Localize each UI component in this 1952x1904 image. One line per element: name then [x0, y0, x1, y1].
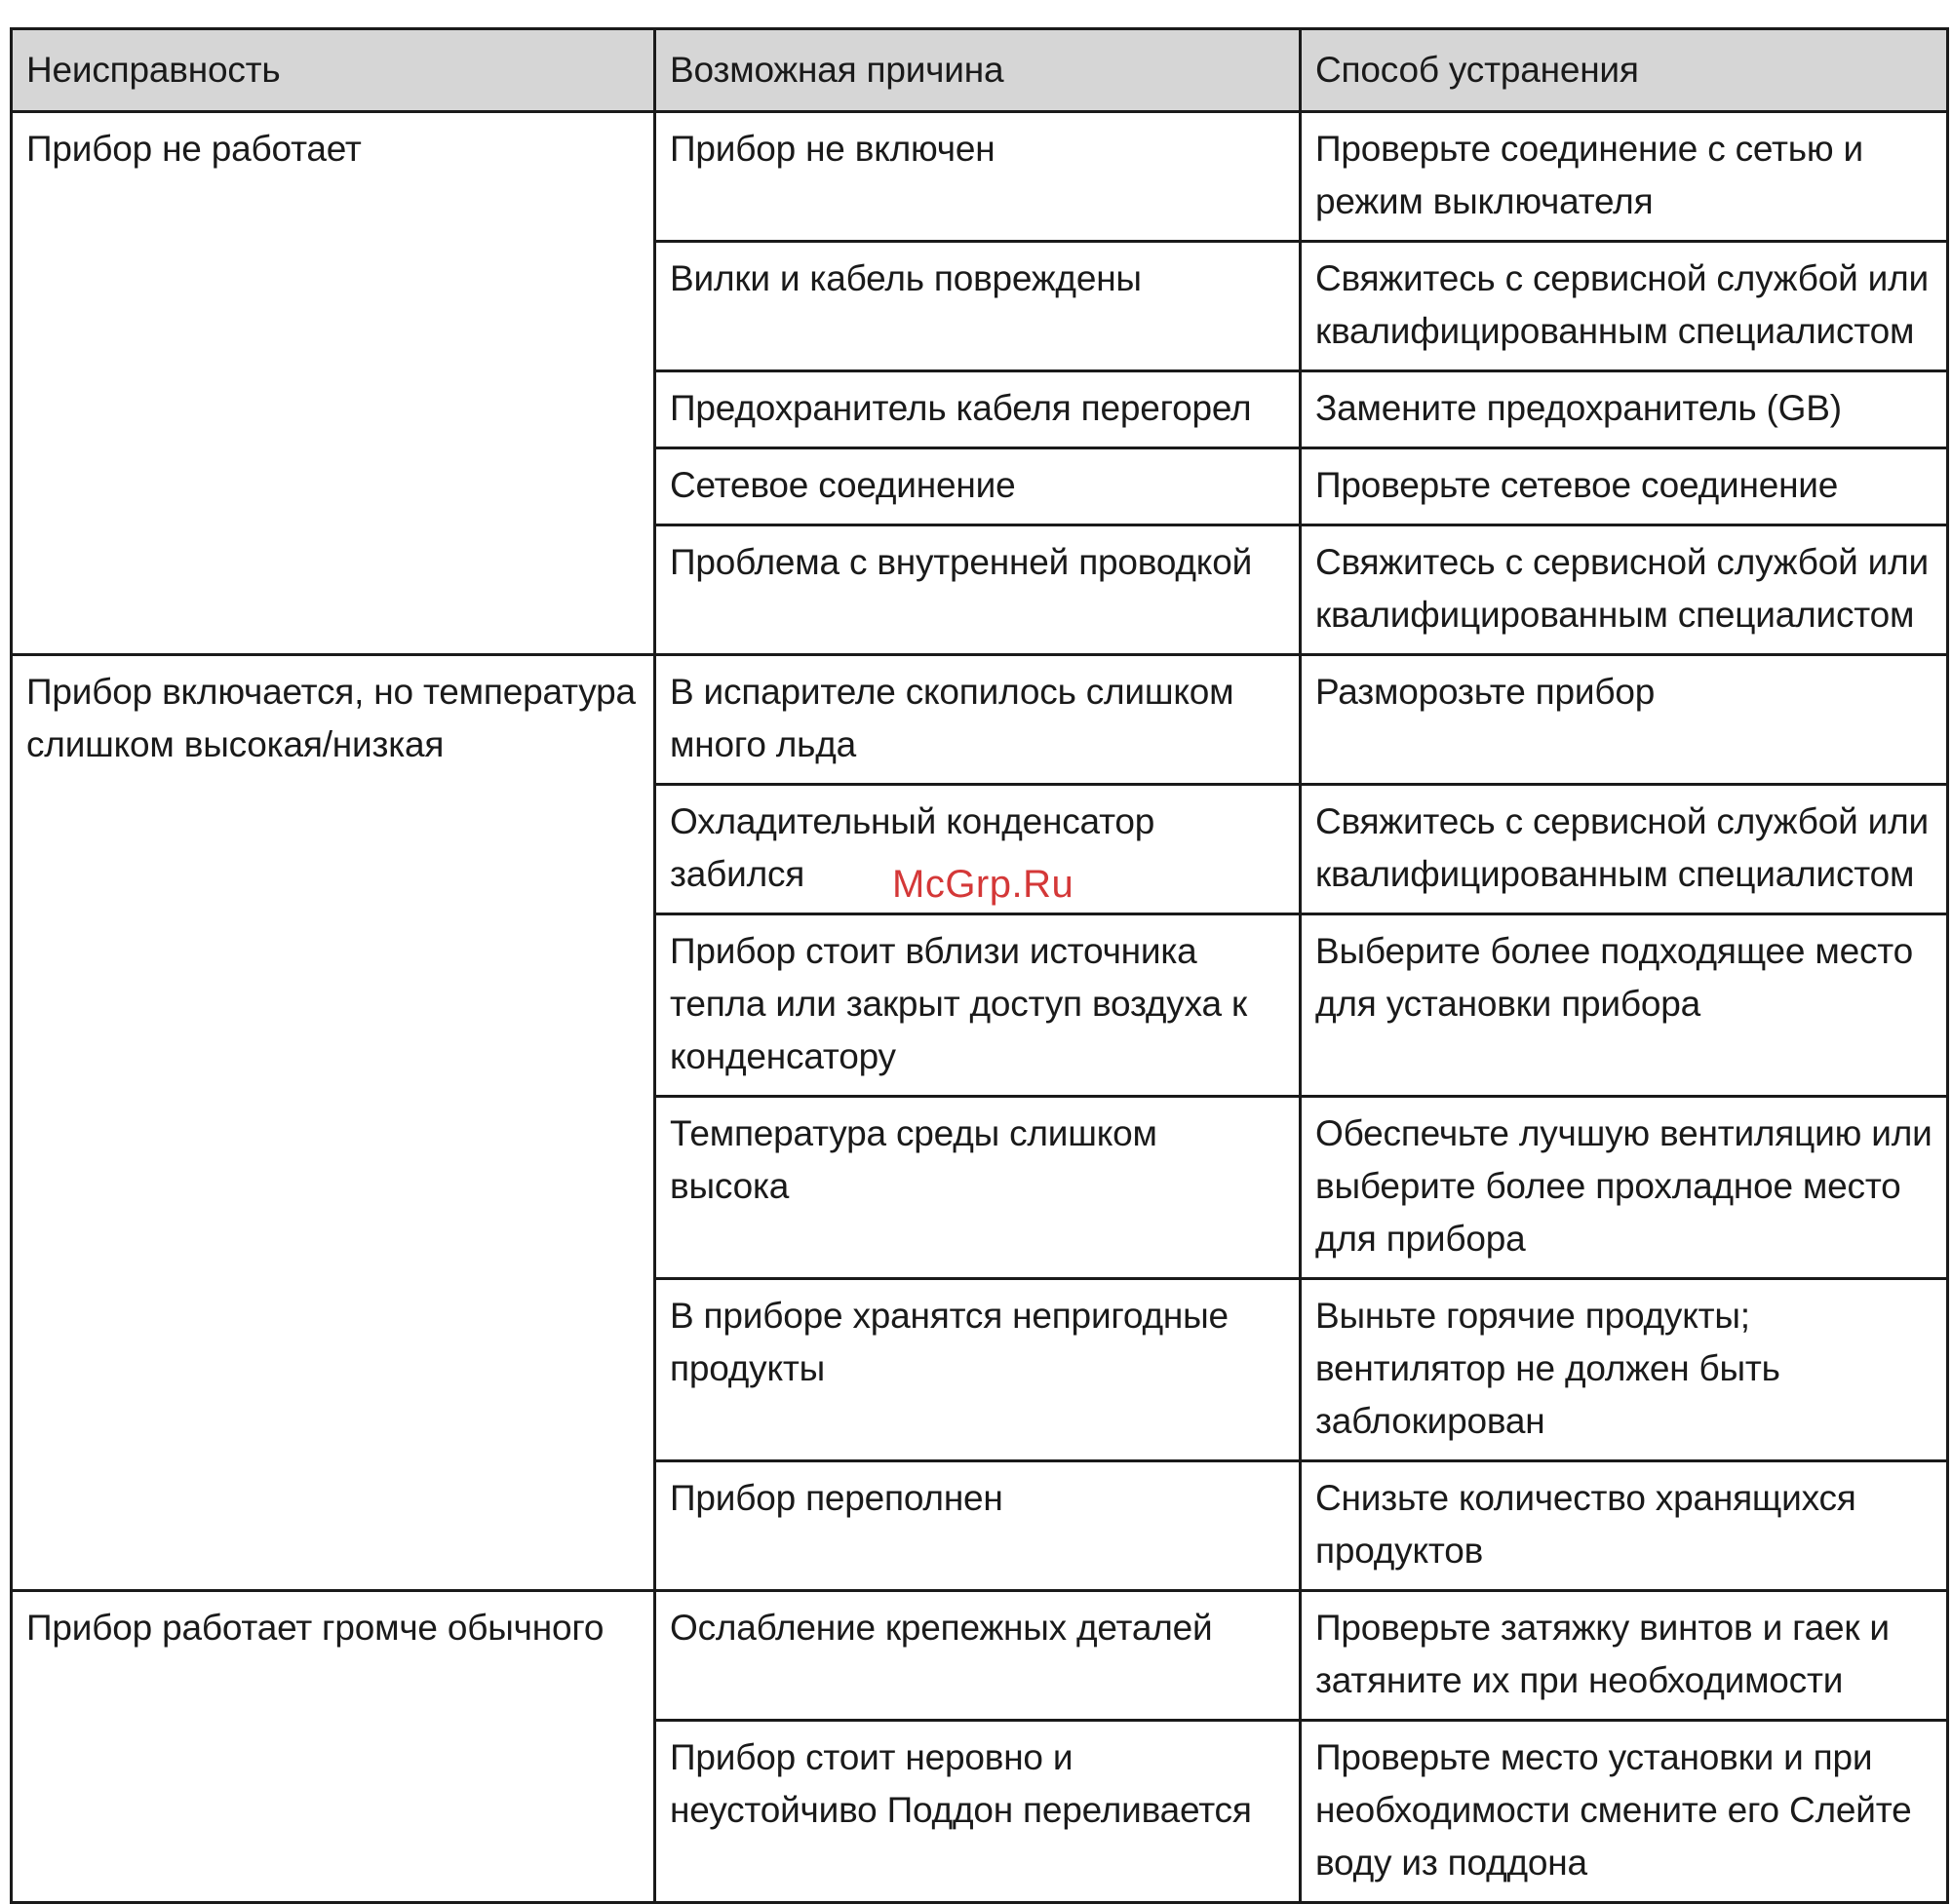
table-row — [12, 655, 1948, 785]
column-header-remedy: Способ устранения — [1301, 29, 1948, 112]
problem-cell: Прибор не работает — [12, 112, 655, 655]
cause-cell: Ослабление крепежных деталей — [655, 1591, 1301, 1721]
cause-cell: Охладительный конденсатор забился — [655, 785, 1301, 914]
table-row — [12, 1591, 1948, 1721]
remedy-cell: Свяжитесь с сервисной службой или квалифицированным специалистом — [1301, 525, 1948, 655]
cause-cell: В приборе хранятся непригодные продукты — [655, 1279, 1301, 1461]
watermark-text: McGrp.Ru — [892, 863, 1074, 906]
remedy-cell: Разморозьте прибор — [1301, 655, 1948, 785]
problem-cell: Прибор работает громче обычного — [12, 1591, 655, 1903]
cause-cell: Прибор не включен — [655, 112, 1301, 242]
cause-cell: Сетевое соединение — [655, 448, 1301, 525]
column-header-cause: Возможная причина — [655, 29, 1301, 112]
troubleshooting-table — [10, 27, 1949, 1904]
remedy-cell: Свяжитесь с сервисной службой или квалифицированным специалистом — [1301, 785, 1948, 914]
remedy-cell: Проверьте затяжку винтов и гаек и затяните их при необходимости — [1301, 1591, 1948, 1721]
remedy-cell: Свяжитесь с сервисной службой или квалифицированным специалистом — [1301, 242, 1948, 371]
cause-cell: Температура среды слишком высока — [655, 1097, 1301, 1279]
remedy-cell: Проверьте место установки и при необходимости смените его Слейте воду из поддона — [1301, 1721, 1948, 1903]
problem-cell: Прибор включается, но температура слишком высокая/низкая — [12, 655, 655, 1591]
remedy-cell: Выньте горячие продукты; вентилятор не должен быть заблокирован — [1301, 1279, 1948, 1461]
remedy-cell: Обеспечьте лучшую вентиляцию или выберите более прохладное место для прибора — [1301, 1097, 1948, 1279]
table-header-row — [12, 29, 1948, 112]
cause-cell: Прибор переполнен — [655, 1461, 1301, 1591]
cause-cell: Предохранитель кабеля перегорел — [655, 371, 1301, 448]
cause-cell: Прибор стоит вблизи источника тепла или закрыт доступ воздуха к конденсатору — [655, 914, 1301, 1097]
remedy-cell: Выберите более подходящее место для установки прибора — [1301, 914, 1948, 1097]
cause-cell: Вилки и кабель повреждены — [655, 242, 1301, 371]
cause-cell: Прибор стоит неровно и неустойчиво Поддон переливается — [655, 1721, 1301, 1903]
remedy-cell: Проверьте соединение с сетью и режим выключателя — [1301, 112, 1948, 242]
cause-cell: Проблема с внутренней проводкой — [655, 525, 1301, 655]
remedy-cell: Снизьте количество хранящихся продуктов — [1301, 1461, 1948, 1591]
table-row — [12, 112, 1948, 242]
column-header-problem: Неисправность — [12, 29, 655, 112]
cause-cell: В испарителе скопилось слишком много льда — [655, 655, 1301, 785]
troubleshooting-page — [10, 27, 1946, 1904]
remedy-cell: Замените предохранитель (GB) — [1301, 371, 1948, 448]
remedy-cell: Проверьте сетевое соединение — [1301, 448, 1948, 525]
